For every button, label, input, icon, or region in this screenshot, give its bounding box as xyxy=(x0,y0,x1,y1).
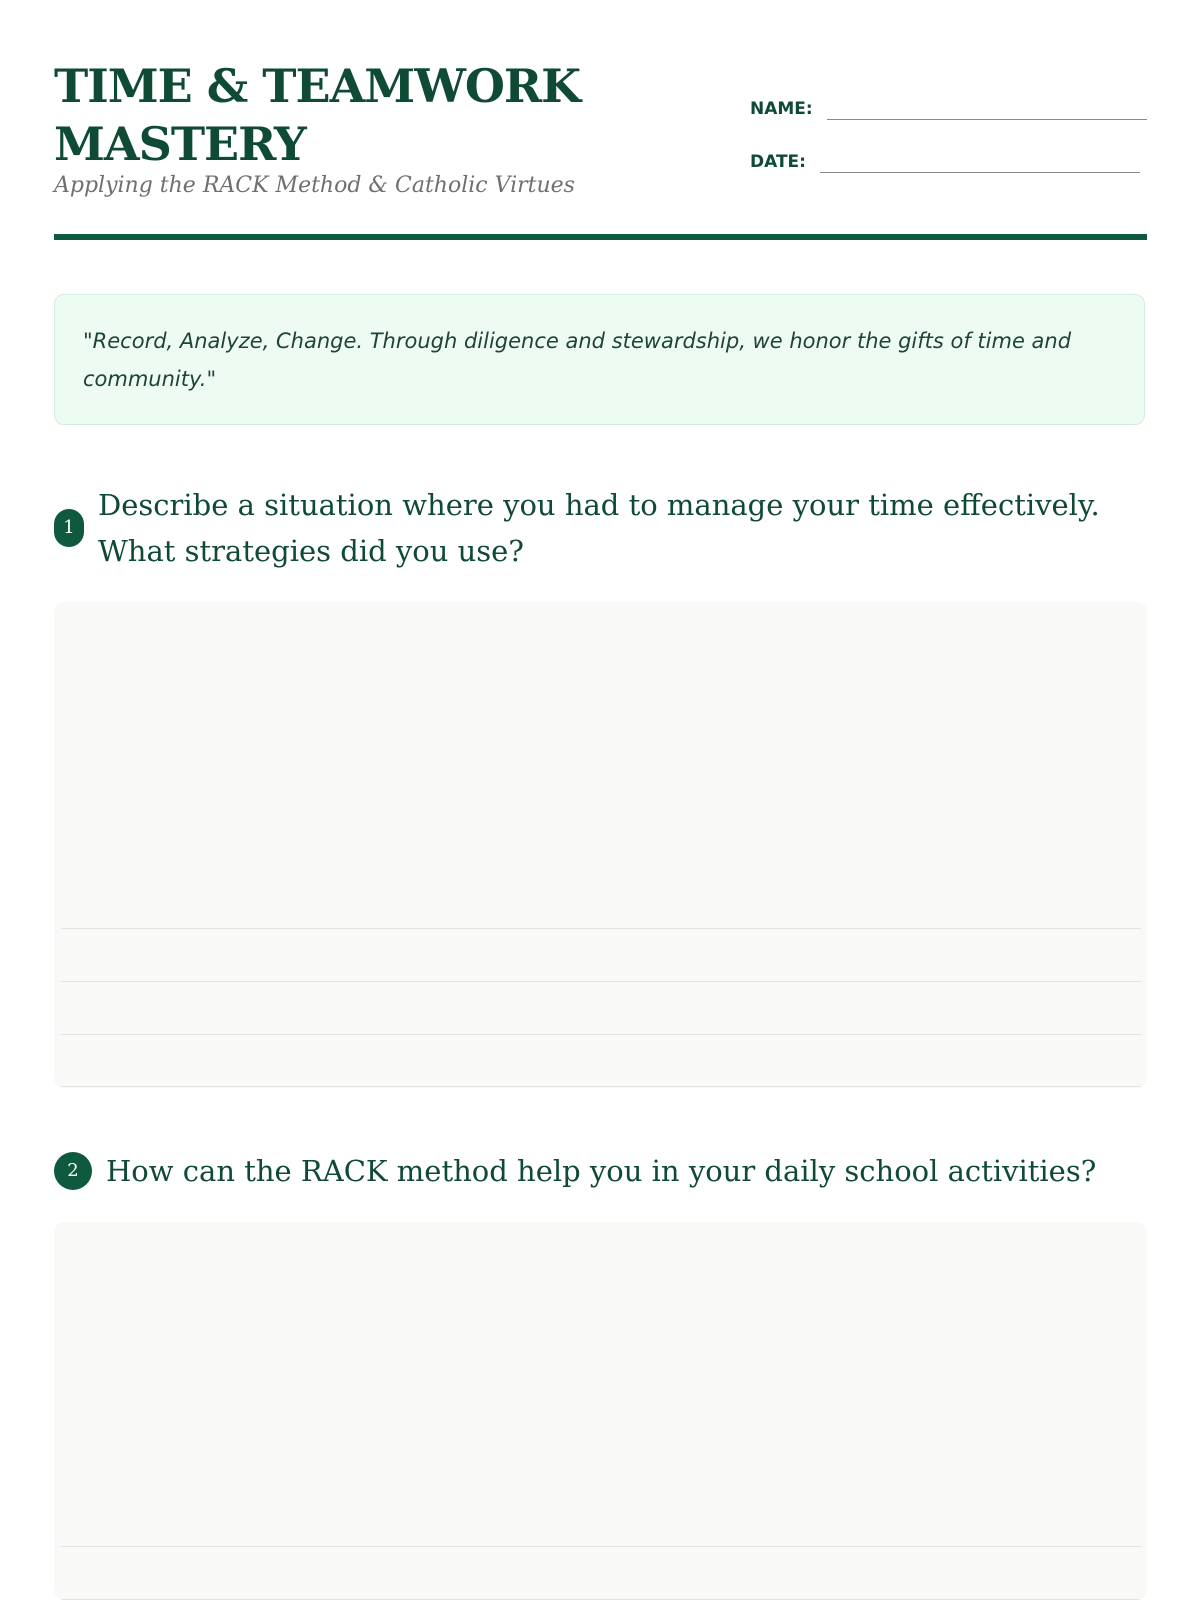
name-field xyxy=(750,91,1147,120)
answer-box-2[interactable] xyxy=(54,1222,1147,1600)
answer-box-1[interactable] xyxy=(54,602,1147,1088)
worksheet-header xyxy=(54,55,1147,240)
date-field xyxy=(750,144,1140,173)
header-divider xyxy=(54,234,1147,240)
quote-text: "Record, Analyze, Change. Through diligence and stewardship, we honor the gifts of time and community." xyxy=(83,329,1072,391)
page-title xyxy=(54,57,674,173)
question-text: How can the RACK method help you in your daily school activities? xyxy=(106,1154,1097,1188)
question-2 xyxy=(54,1148,1147,1194)
name-input-line[interactable] xyxy=(827,91,1147,120)
writing-line xyxy=(61,981,1141,982)
title-line-1: TIME & TEAMWORK xyxy=(54,59,581,113)
question-number-badge: 1 xyxy=(54,509,84,547)
name-label: NAME: xyxy=(750,99,813,119)
quote-box xyxy=(54,294,1145,425)
question-text: Describe a situation where you had to manage your time effectively. What strategies did you use? xyxy=(98,488,1100,568)
question-number-badge: 2 xyxy=(54,1152,92,1190)
writing-line xyxy=(61,1086,1141,1087)
writing-line xyxy=(61,1034,1141,1035)
title-line-2: MASTERY xyxy=(54,117,306,171)
date-label: DATE: xyxy=(750,152,806,172)
page-subtitle: Applying the RACK Method & Catholic Virtues xyxy=(54,173,575,198)
worksheet-page xyxy=(54,0,1147,1600)
writing-line xyxy=(61,928,1141,929)
date-input-line[interactable] xyxy=(820,144,1140,173)
writing-line xyxy=(61,1546,1141,1547)
question-1 xyxy=(54,482,1147,574)
